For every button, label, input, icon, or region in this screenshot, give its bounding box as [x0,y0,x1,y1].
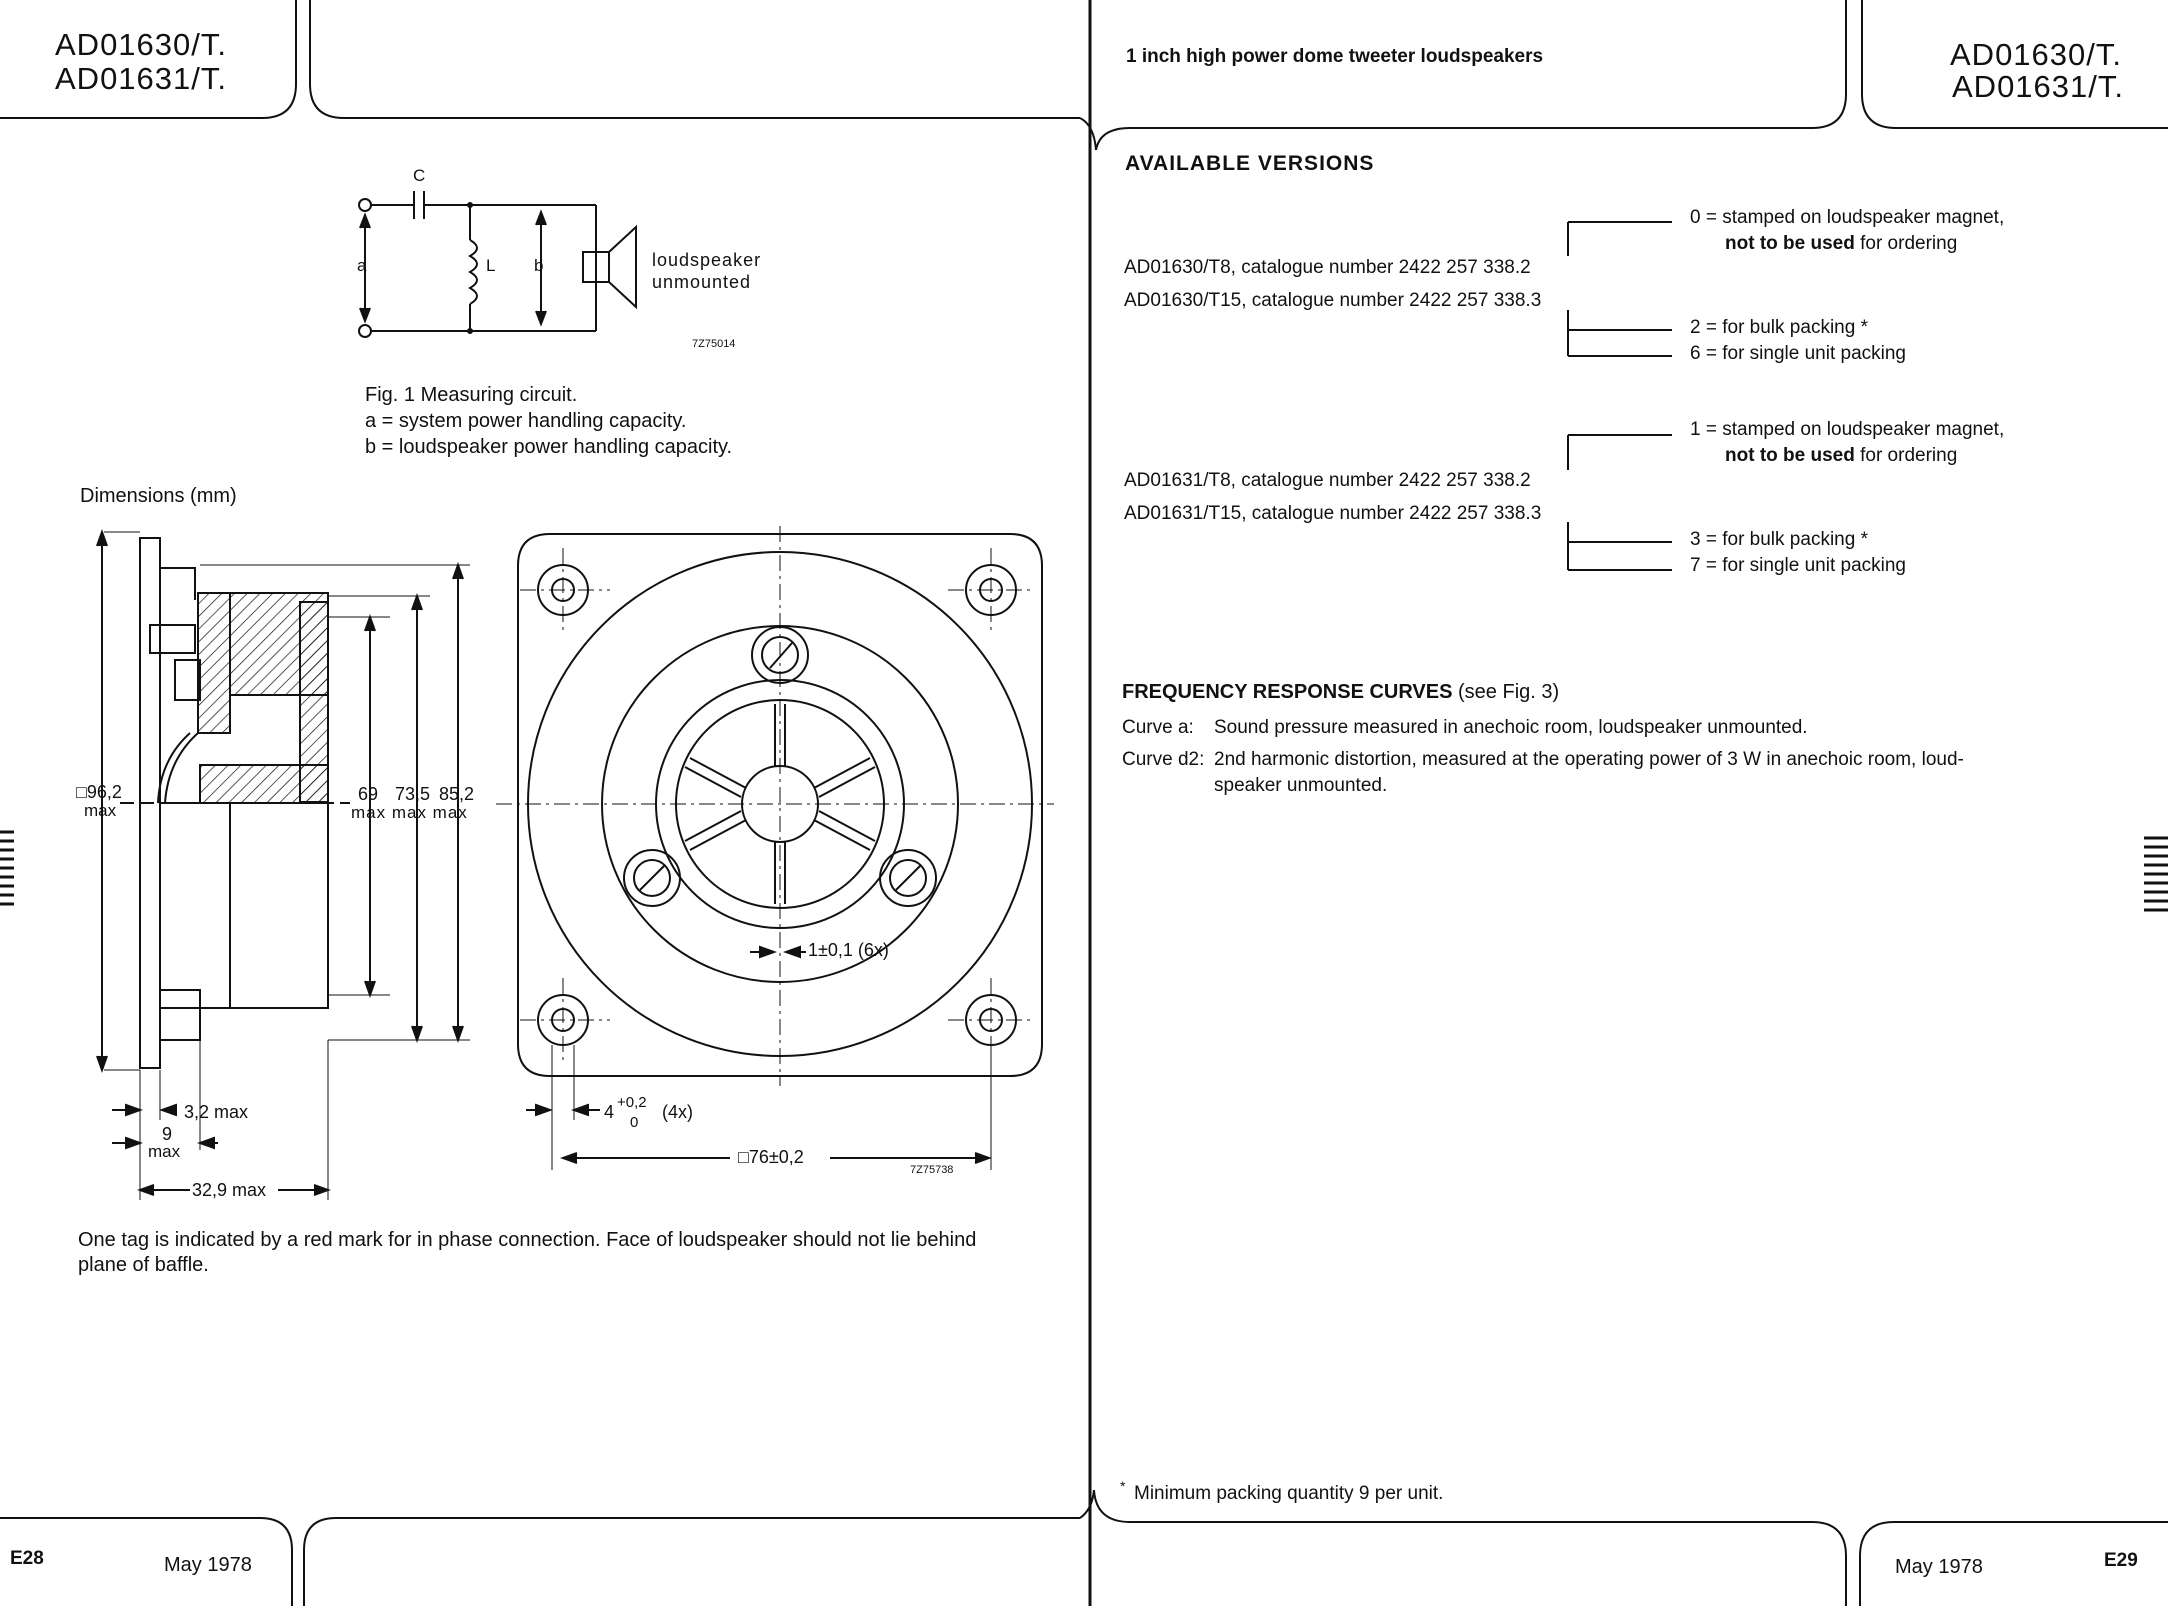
right-footer-date: May 1978 [1895,1556,1983,1578]
circuit-code: 7Z75014 [692,338,736,350]
code-1-bold: not to be used [1725,445,1855,466]
dim-9: 9 [162,1124,173,1144]
footnote-text: Minimum packing quantity 9 per unit. [1134,1483,1444,1504]
dim-front-square: □76±0,2 [738,1147,804,1167]
right-header-code-1: AD01630/T. [1950,37,2122,72]
dim-drawing-code: 7Z75738 [910,1164,954,1176]
dim-square-size: □96,2 [76,782,122,802]
circuit-label-b: b [534,256,544,275]
dim-slot: 1±0,1 (6x) [808,940,889,960]
curve-a-label: Curve a: [1122,717,1194,738]
dim-hole: 4 [604,1102,615,1122]
dim-69: 69 [358,784,379,804]
right-header-code-2: AD01631/T. [1952,69,2124,104]
curve-d2-text-1: 2nd harmonic distortion, measured at the operating power of 3 W in anechoic room, loud- [1214,749,1964,770]
left-footer-date: May 1978 [164,1554,252,1576]
circuit-label-l: L [486,256,496,275]
front-view-drawing [496,526,1054,1170]
dim-hole-tol-up: +0,2 [617,1094,647,1111]
dim-3-2-max: 3,2 max [184,1102,249,1122]
measuring-circuit [359,191,636,337]
code-0-line-b [1725,231,1957,257]
right-footer-page: E29 [2104,1550,2138,1571]
dim-square-max: max [84,801,117,820]
code-1-rest: for ordering [1854,445,1958,466]
circuit-label-c: C [413,166,426,185]
freq-ref: (see Fig. 3) [1452,681,1560,703]
freq-title: FREQUENCY RESPONSE CURVES [1122,681,1453,703]
footnote-mark: * [1120,1478,1126,1494]
curve-a-text: Sound pressure measured in anechoic room, loudspeaker unmounted. [1214,717,1808,738]
version-row-ad01631-t15: AD01631/T15, catalogue number 2422 257 338.3 [1124,503,1542,524]
dim-max-row: max max max [351,803,468,822]
code-2-line: 2 = for bulk packing * [1690,317,1868,338]
fig-line-b: b = loudspeaker power handling capacity. [365,436,733,458]
curve-d2-label: Curve d2: [1122,749,1205,770]
version-row-ad01631-t8: AD01631/T8, catalogue number 2422 257 338.2 [1124,470,1531,491]
dim-hole-tol-down: 0 [630,1114,639,1131]
available-versions-title: AVAILABLE VERSIONS [1125,152,1375,175]
code-3-line: 3 = for bulk packing * [1690,529,1868,550]
freq-title-line [1122,681,1559,704]
curve-d2-text-2: speaker unmounted. [1214,775,1388,796]
left-header-code-1: AD01630/T. [55,27,227,62]
code-0-line-a: 0 = stamped on loudspeaker magnet, [1690,207,2005,228]
circuit-speaker-label-2: unmounted [652,272,752,292]
dim-9-max: max [148,1142,181,1161]
circuit-speaker-label-1: loudspeaker [652,250,762,270]
note-line-1: One tag is indicated by a red mark for in phase connection. Face of loudspeaker should not lie behind [78,1229,977,1251]
circuit-label-a: a [357,256,367,275]
dim-85-2: 85,2 [439,784,475,804]
dimensions-title: Dimensions (mm) [80,485,237,507]
code-1-line-a: 1 = stamped on loudspeaker magnet, [1690,419,2005,440]
code-0-rest: for ordering [1854,233,1958,254]
code-7-line: 7 = for single unit packing [1690,555,1906,576]
fig-caption: Fig. 1 Measuring circuit. [365,384,578,406]
dim-73-5: 73,5 [395,784,431,804]
code-0-bold: not to be used [1725,233,1855,254]
left-header-code-2: AD01631/T. [55,61,227,96]
version-row-ad01630-t15: AD01630/T15, catalogue number 2422 257 338.3 [1124,290,1542,311]
code-6-line: 6 = for single unit packing [1690,343,1906,364]
fig-line-a: a = system power handling capacity. [365,410,687,432]
dim-32-9-max: 32,9 max [192,1180,267,1200]
right-header-title: 1 inch high power dome tweeter loudspeakers [1126,46,1544,67]
code-1-line-b [1725,443,1957,469]
note-line-2: plane of baffle. [78,1254,209,1276]
dim-hole-count: (4x) [662,1102,693,1122]
left-footer-page: E28 [10,1548,44,1569]
version-row-ad01630-t8: AD01630/T8, catalogue number 2422 257 338.2 [1124,257,1531,278]
side-section-drawing [97,532,470,1200]
